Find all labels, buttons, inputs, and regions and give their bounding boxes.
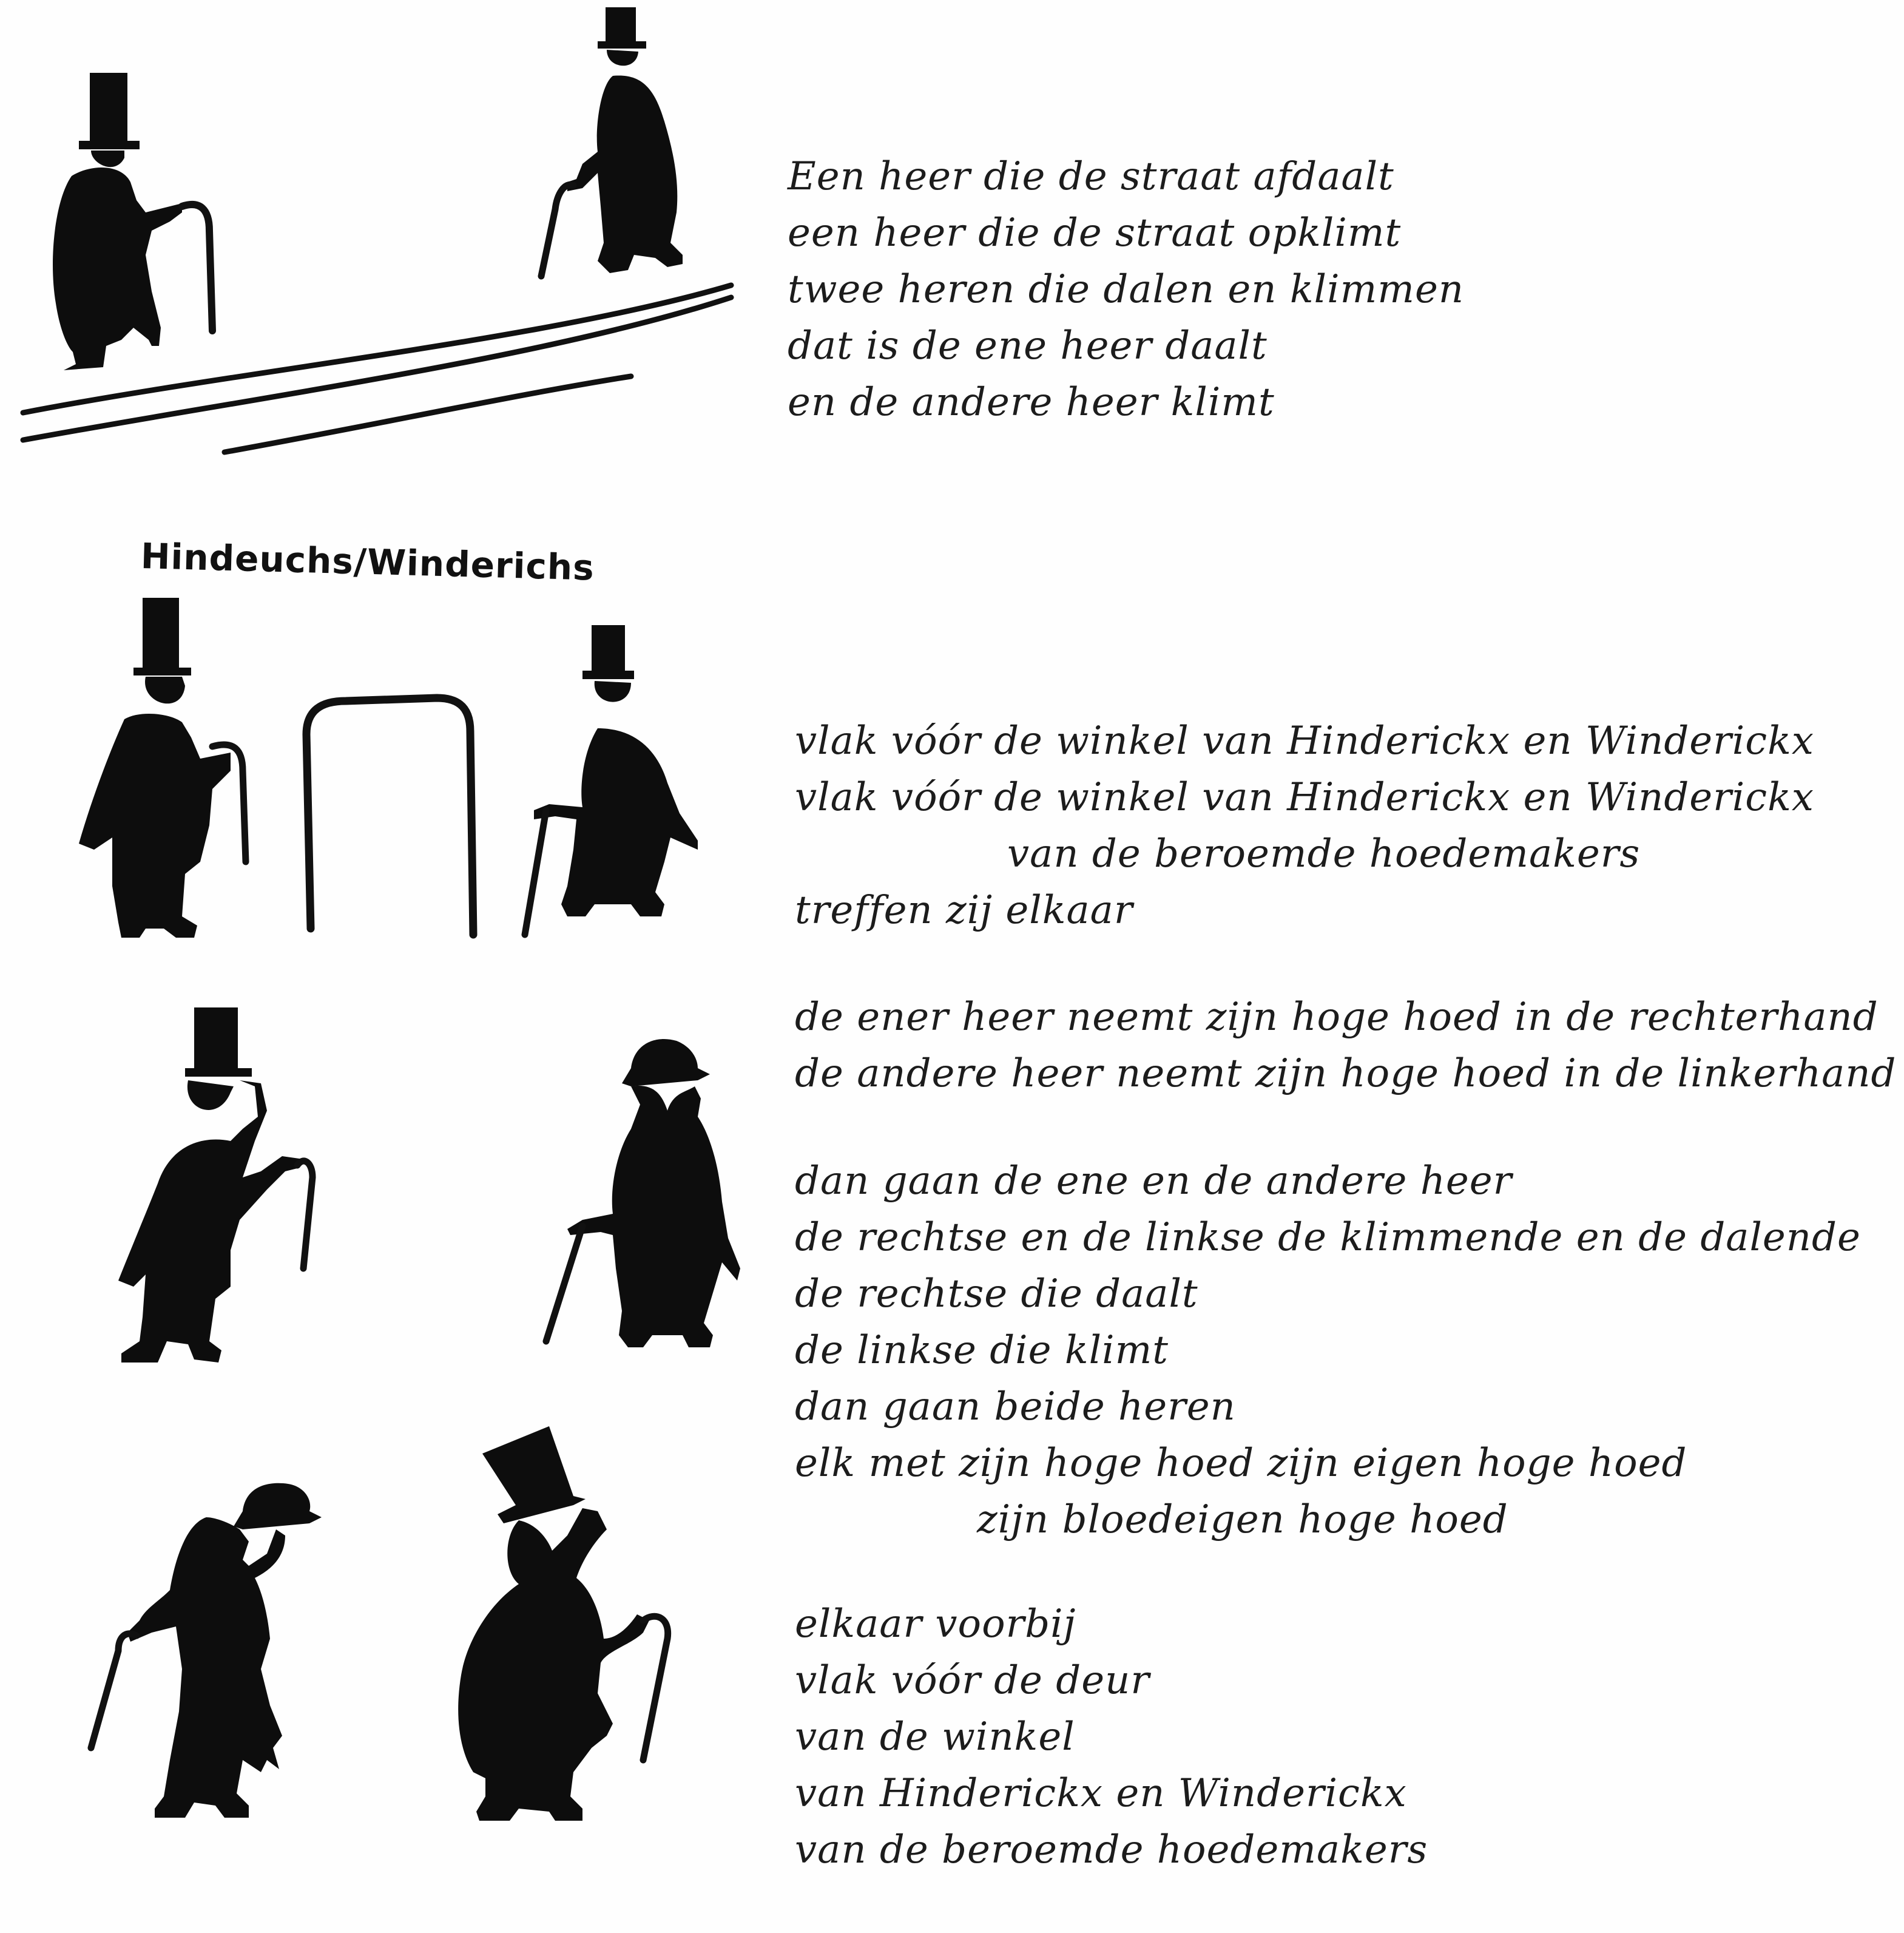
- poem-line: vlak vóór de winkel van Hinderickx en Winderickx: [795, 719, 1814, 763]
- stanza-1: [788, 149, 1464, 431]
- poem-line: treffen zij elkaar: [795, 888, 1133, 933]
- gentleman-left-at-shop: [79, 598, 246, 938]
- poem-line: dat is de ene heer daalt: [788, 323, 1268, 368]
- poem-line: de rechtse die daalt: [795, 1271, 1198, 1316]
- stanza-2: [795, 713, 1814, 939]
- poem-line: van de winkel: [795, 1715, 1075, 1759]
- poem-line: vlak vóór de winkel van Hinderickx en Winderickx: [795, 775, 1814, 820]
- poem-line: vlak vóór de deur: [795, 1658, 1150, 1703]
- gentleman-raising-hat-left-hand: [546, 1039, 740, 1347]
- poem-line: twee heren die dalen en klimmen: [788, 267, 1465, 312]
- shop-doorway: [306, 698, 473, 935]
- poem-line-indented: zijn bloedeigen hoge hoed: [977, 1497, 1508, 1542]
- gentleman-passing-right: [458, 1426, 667, 1821]
- poem-line: de andere heer neemt zijn hoge hoed in de linkerhand: [795, 1051, 1897, 1096]
- poem-line: en de andere heer klimt: [788, 380, 1275, 425]
- poem-line: elk met zijn hoge hoed zijn eigen hoge hoed: [795, 1441, 1687, 1486]
- gentleman-raising-hat-right-hand: [118, 1007, 312, 1363]
- shop-sign: Hindeuchs/Winderichs: [140, 535, 595, 589]
- gentleman-right-at-shop: [525, 625, 698, 935]
- poem-line: Een heer die de straat afdaalt: [788, 154, 1394, 199]
- stanza-5: [795, 1596, 1428, 1878]
- poem-line: van Hinderickx en Winderickx: [795, 1771, 1407, 1816]
- poem-line: dan gaan beide heren: [795, 1384, 1236, 1429]
- poem-line: de linkse die klimt: [795, 1328, 1169, 1373]
- gentleman-descending: [53, 73, 212, 370]
- gentleman-ascending: [541, 7, 683, 276]
- gentleman-passing-left: [91, 1483, 322, 1818]
- poem-line: van de beroemde hoedemakers: [795, 1827, 1428, 1872]
- poem-line: de rechtse en de linkse de klimmende en de dalende: [795, 1215, 1861, 1260]
- poem-line: elkaar voorbij: [795, 1602, 1076, 1647]
- stanza-4: [795, 1153, 1861, 1548]
- stanza-3: [795, 989, 1897, 1102]
- poem-line-indented: van de beroemde hoedemakers: [1007, 831, 1641, 876]
- poem-line: dan gaan de ene en de andere heer: [795, 1159, 1513, 1203]
- poem-line: een heer die de straat opklimt: [788, 211, 1402, 256]
- poem-line: de ener heer neemt zijn hoge hoed in de rechterhand: [795, 995, 1879, 1040]
